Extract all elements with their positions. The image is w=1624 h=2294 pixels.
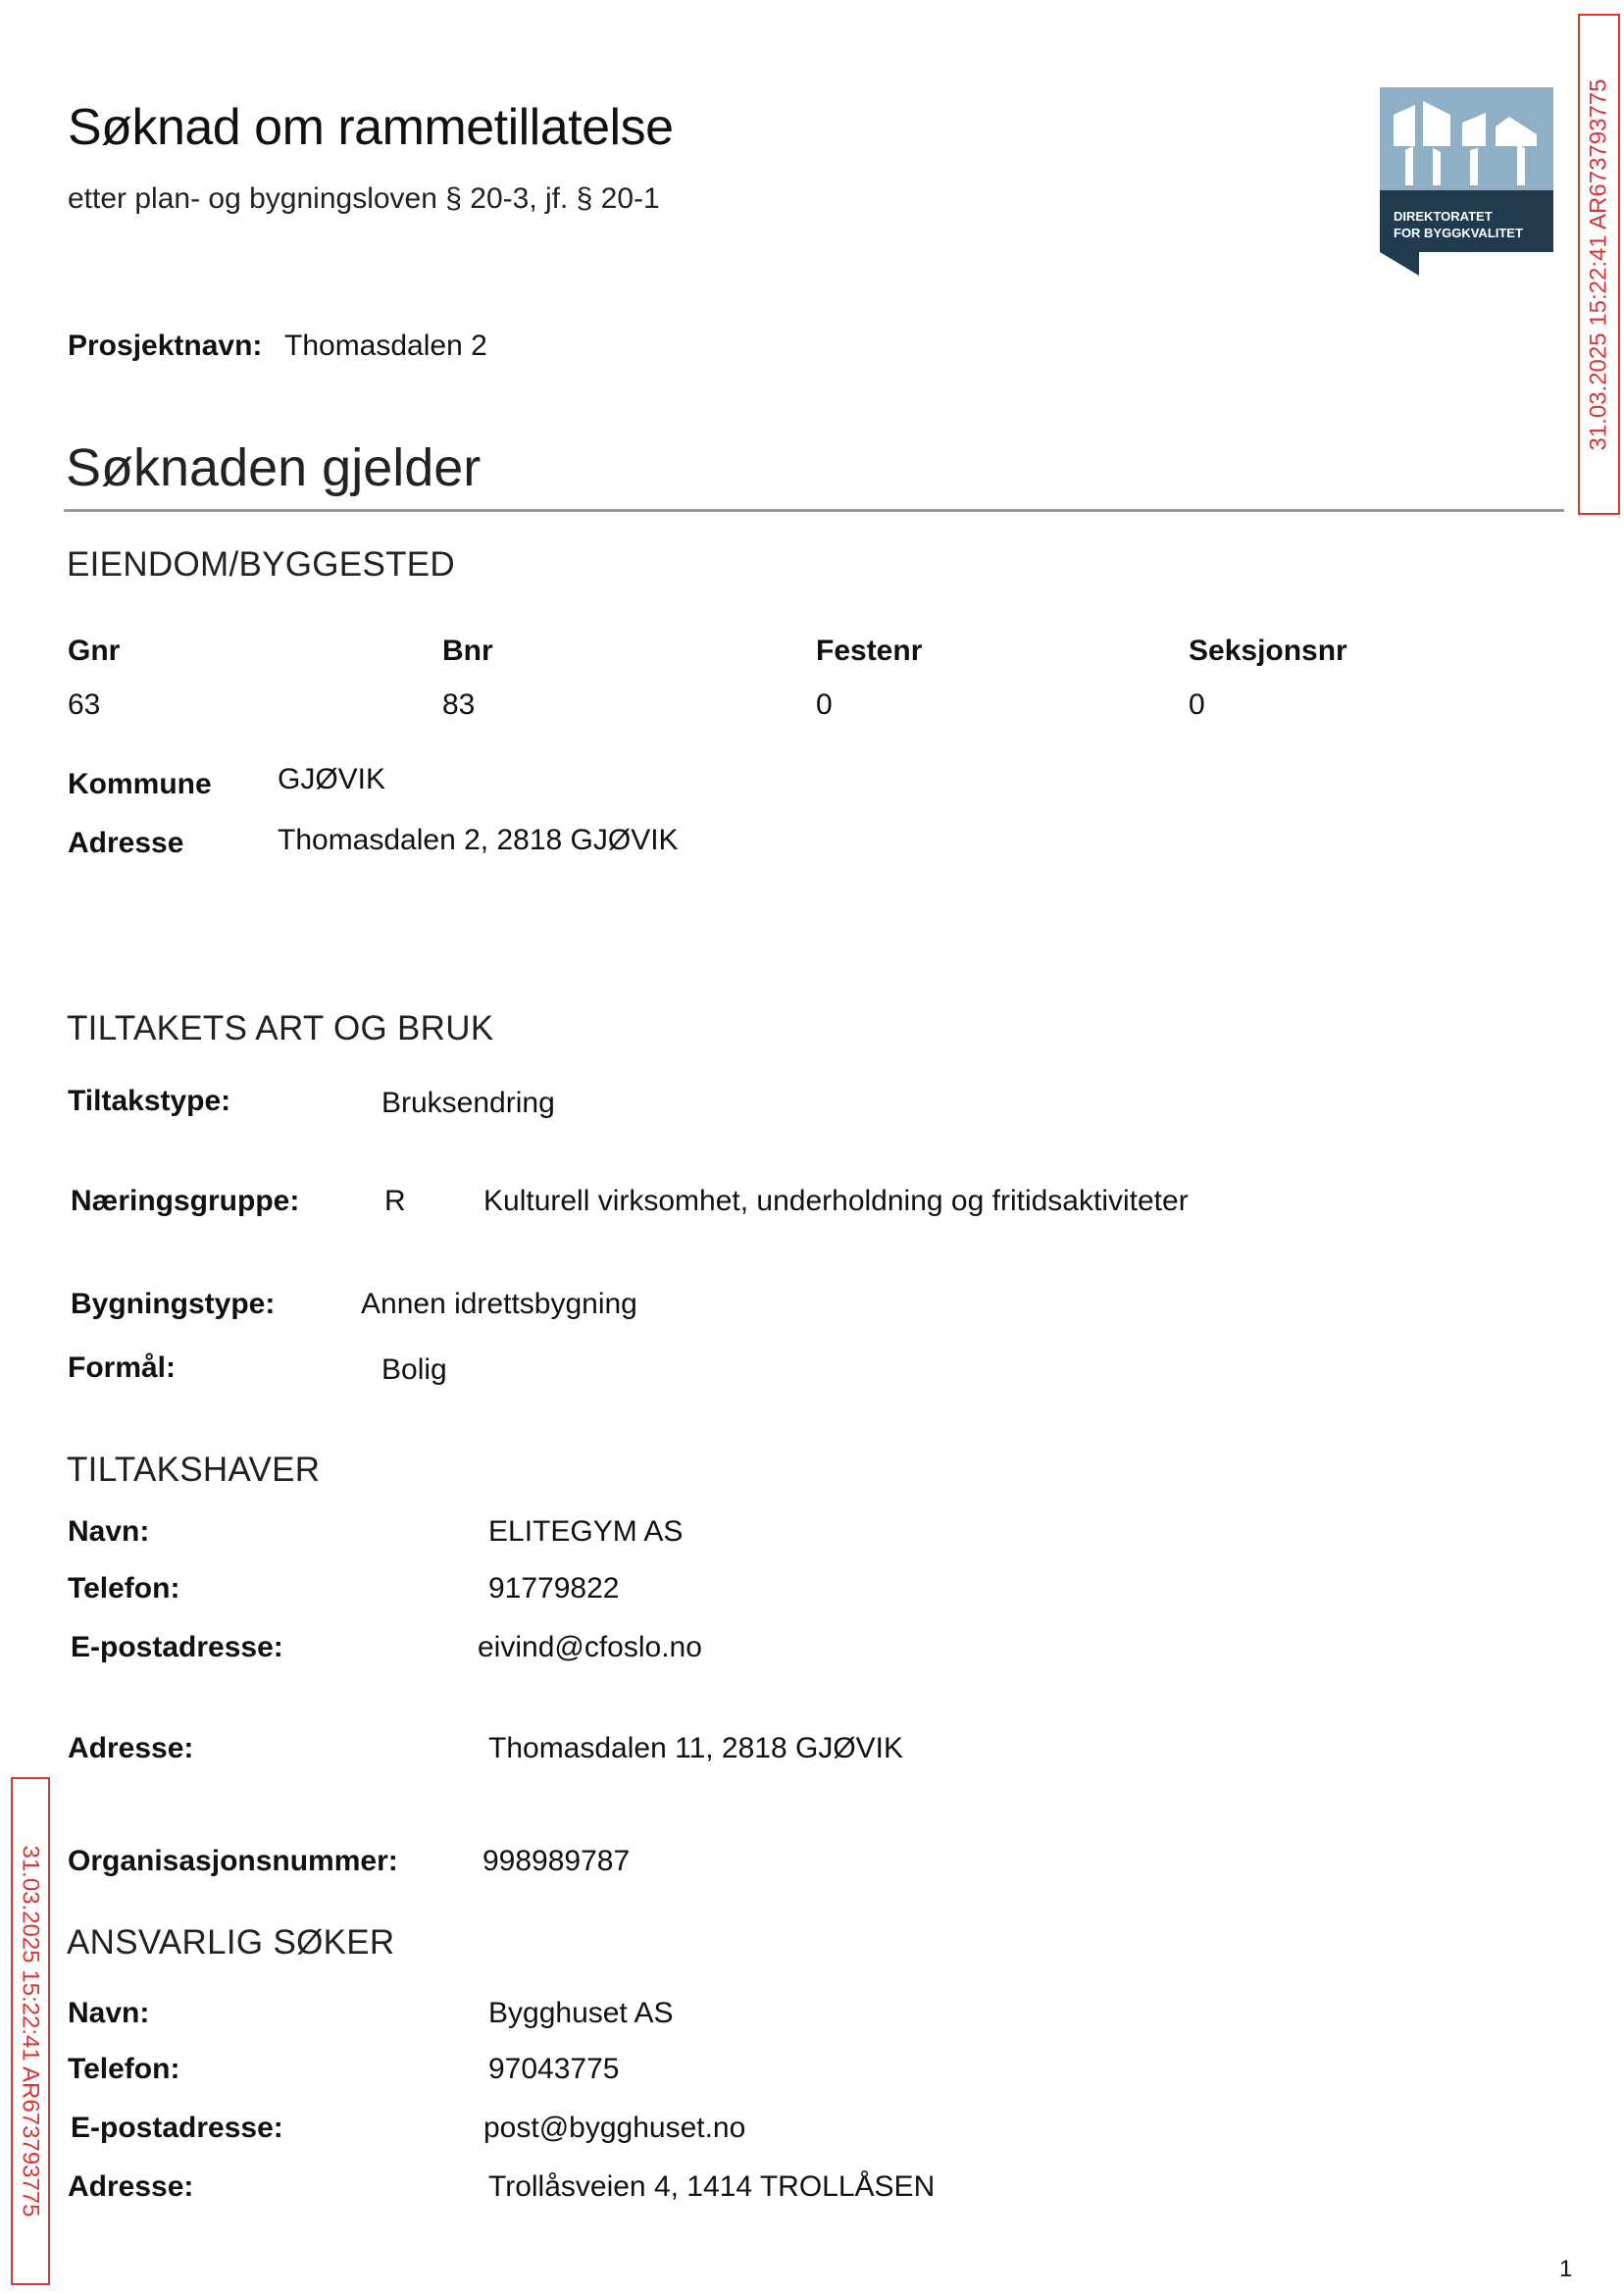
tiltakshaver-epost-label: E-postadresse: xyxy=(71,1631,283,1663)
formal-value: Bolig xyxy=(381,1353,447,1386)
tiltakshaver-navn-value: ELITEGYM AS xyxy=(488,1515,684,1548)
festenr-label: Festenr xyxy=(816,635,923,667)
receipt-stamp-left xyxy=(11,1777,50,2285)
gnr-value: 63 xyxy=(68,688,101,721)
page-number: 1 xyxy=(1559,2256,1573,2282)
tiltakshaver-adresse-label: Adresse: xyxy=(68,1732,194,1764)
ansvarlig-adresse-label: Adresse: xyxy=(68,2170,194,2203)
naeringsgruppe-label: Næringsgruppe: xyxy=(71,1185,300,1217)
tiltakshaver-adresse-value: Thomasdalen 11, 2818 GJØVIK xyxy=(488,1732,904,1764)
ansvarlig-epost-label: E-postadresse: xyxy=(71,2112,283,2144)
ansvarlig-epost-value[interactable]: post@bygghuset.no xyxy=(483,2112,746,2144)
naeringsgruppe-code: R xyxy=(384,1185,406,1217)
tiltakshaver-epost-value[interactable]: eivind@cfoslo.no xyxy=(478,1631,702,1663)
naeringsgruppe-value: Kulturell virksomhet, underholdning og fritidsaktiviteter xyxy=(483,1185,1189,1217)
dibk-logo xyxy=(1380,87,1553,276)
kommune-label: Kommune xyxy=(68,768,212,800)
section-title-tiltakshaver: TILTAKSHAVER xyxy=(67,1451,321,1489)
section-title-ansvarlig: ANSVARLIG SØKER xyxy=(67,1923,395,1962)
project-label: Prosjektnavn: xyxy=(68,330,263,362)
festenr-value: 0 xyxy=(816,688,833,721)
kommune-value: GJØVIK xyxy=(278,763,386,795)
tiltakshaver-navn-label: Navn: xyxy=(68,1515,150,1548)
formal-label: Formål: xyxy=(68,1351,177,1384)
orgnr-label: Organisasjonsnummer: xyxy=(68,1845,398,1877)
seksjonsnr-value: 0 xyxy=(1189,688,1205,721)
stamp-text: 31.03.2025 15:22:41 AR673793775 xyxy=(1585,77,1612,451)
adresse-value: Thomasdalen 2, 2818 GJØVIK xyxy=(278,824,679,856)
section-title-eiendom: EIENDOM/BYGGESTED xyxy=(67,545,455,584)
ansvarlig-navn-value: Bygghuset AS xyxy=(488,1997,674,2029)
project-value: Thomasdalen 2 xyxy=(284,330,487,362)
bygningstype-value: Annen idrettsbygning xyxy=(361,1288,637,1320)
bnr-value: 83 xyxy=(442,688,476,721)
gnr-label: Gnr xyxy=(68,635,121,667)
orgnr-value: 998989787 xyxy=(482,1845,631,1877)
ansvarlig-navn-label: Navn: xyxy=(68,1997,150,2029)
document-title: Søknad om rammetillatelse xyxy=(68,99,674,156)
document-subtitle: etter plan- og bygningsloven § 20-3, jf. § 20-1 xyxy=(68,182,660,215)
main-heading: Søknaden gjelder xyxy=(66,438,482,497)
tiltakshaver-telefon-label: Telefon: xyxy=(68,1572,180,1605)
section-title-tiltak: TILTAKETS ART OG BRUK xyxy=(67,1009,494,1047)
bnr-label: Bnr xyxy=(442,635,493,667)
tiltakstype-value: Bruksendring xyxy=(381,1087,555,1119)
heading-rule xyxy=(64,509,1564,512)
seksjonsnr-label: Seksjonsnr xyxy=(1189,635,1347,667)
logo-text-line2: FOR BYGGKVALITET xyxy=(1394,226,1523,240)
tiltakshaver-telefon-value: 91779822 xyxy=(488,1572,620,1605)
adresse-label: Adresse xyxy=(68,827,184,859)
tiltakstype-label: Tiltakstype: xyxy=(68,1085,231,1117)
ansvarlig-adresse-value: Trollåsveien 4, 1414 TROLLÅSEN xyxy=(488,2170,936,2203)
stamp-text: 31.03.2025 15:22:41 AR673793775 xyxy=(18,1845,44,2218)
ansvarlig-telefon-label: Telefon: xyxy=(68,2053,180,2085)
ansvarlig-telefon-value: 97043775 xyxy=(488,2053,620,2085)
receipt-stamp-right xyxy=(1578,14,1620,515)
logo-text-line1: DIREKTORATET xyxy=(1394,209,1493,224)
bygningstype-label: Bygningstype: xyxy=(71,1288,276,1320)
